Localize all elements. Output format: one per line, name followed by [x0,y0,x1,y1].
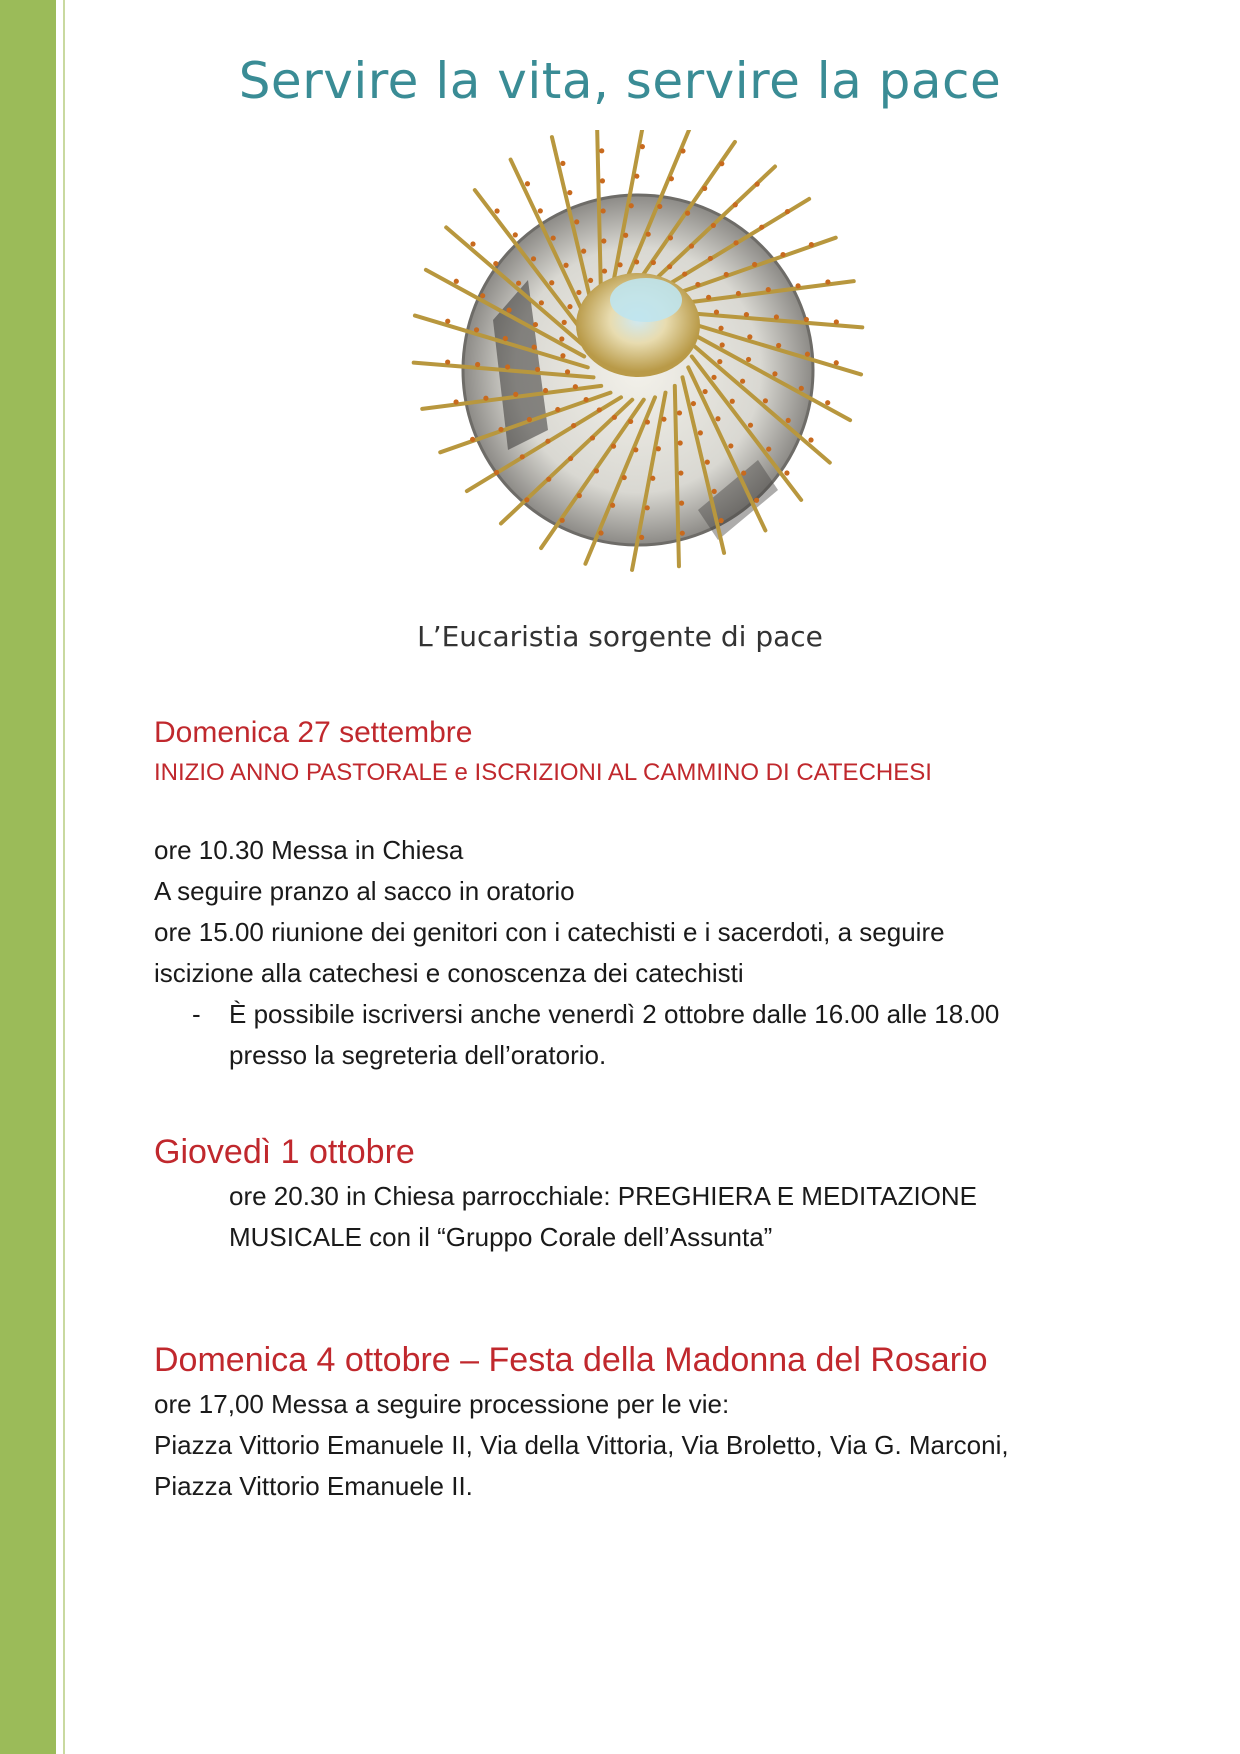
bullet-marker: - [192,999,201,1029]
section-heading: Domenica 4 ottobre – Festa della Madonna del Rosario [154,1341,988,1379]
event-line: iscizione alla catechesi e conoscenza dei catechisti [154,958,744,988]
event-line: MUSICALE con il “Gruppo Corale dell’Assunta” [229,1222,773,1252]
event-line: A seguire pranzo al sacco in oratorio [154,876,575,906]
eucharist-logo-image [398,130,878,610]
event-line: Piazza Vittorio Emanuele II, Via della Vittoria, Via Broletto, Via G. Marconi, [154,1430,1009,1460]
event-line: ore 10.30 Messa in Chiesa [154,835,464,865]
bullet-line: È possibile iscriversi anche venerdì 2 ottobre dalle 16.00 alle 18.00 [229,999,1000,1029]
decorative-side-line [63,0,65,1754]
event-line: ore 15.00 riunione dei genitori con i catechisti e i sacerdoti, a seguire [154,917,945,947]
events-content [154,712,1154,1507]
page-title: Servire la vita, servire la pace [238,52,1002,110]
logo-caption: L’Eucaristia sorgente di pace [417,620,823,653]
event-line: ore 17,00 Messa a seguire processione per le vie: [154,1389,730,1419]
section-subheading: INIZIO ANNO PASTORALE e ISCRIZIONI AL CAMMINO DI CATECHESI [154,759,932,786]
section-heading: Giovedì 1 ottobre [154,1133,415,1171]
bullet-item [154,994,1154,1076]
decorative-side-bar [0,0,56,1754]
bullet-line: presso la segreteria dell’oratorio. [229,1040,607,1070]
section-heading: Domenica 27 settembre [154,716,473,749]
event-line: Piazza Vittorio Emanuele II. [154,1471,473,1501]
event-line: ore 20.30 in Chiesa parrocchiale: PREGHIERA E MEDITAZIONE [229,1181,978,1211]
